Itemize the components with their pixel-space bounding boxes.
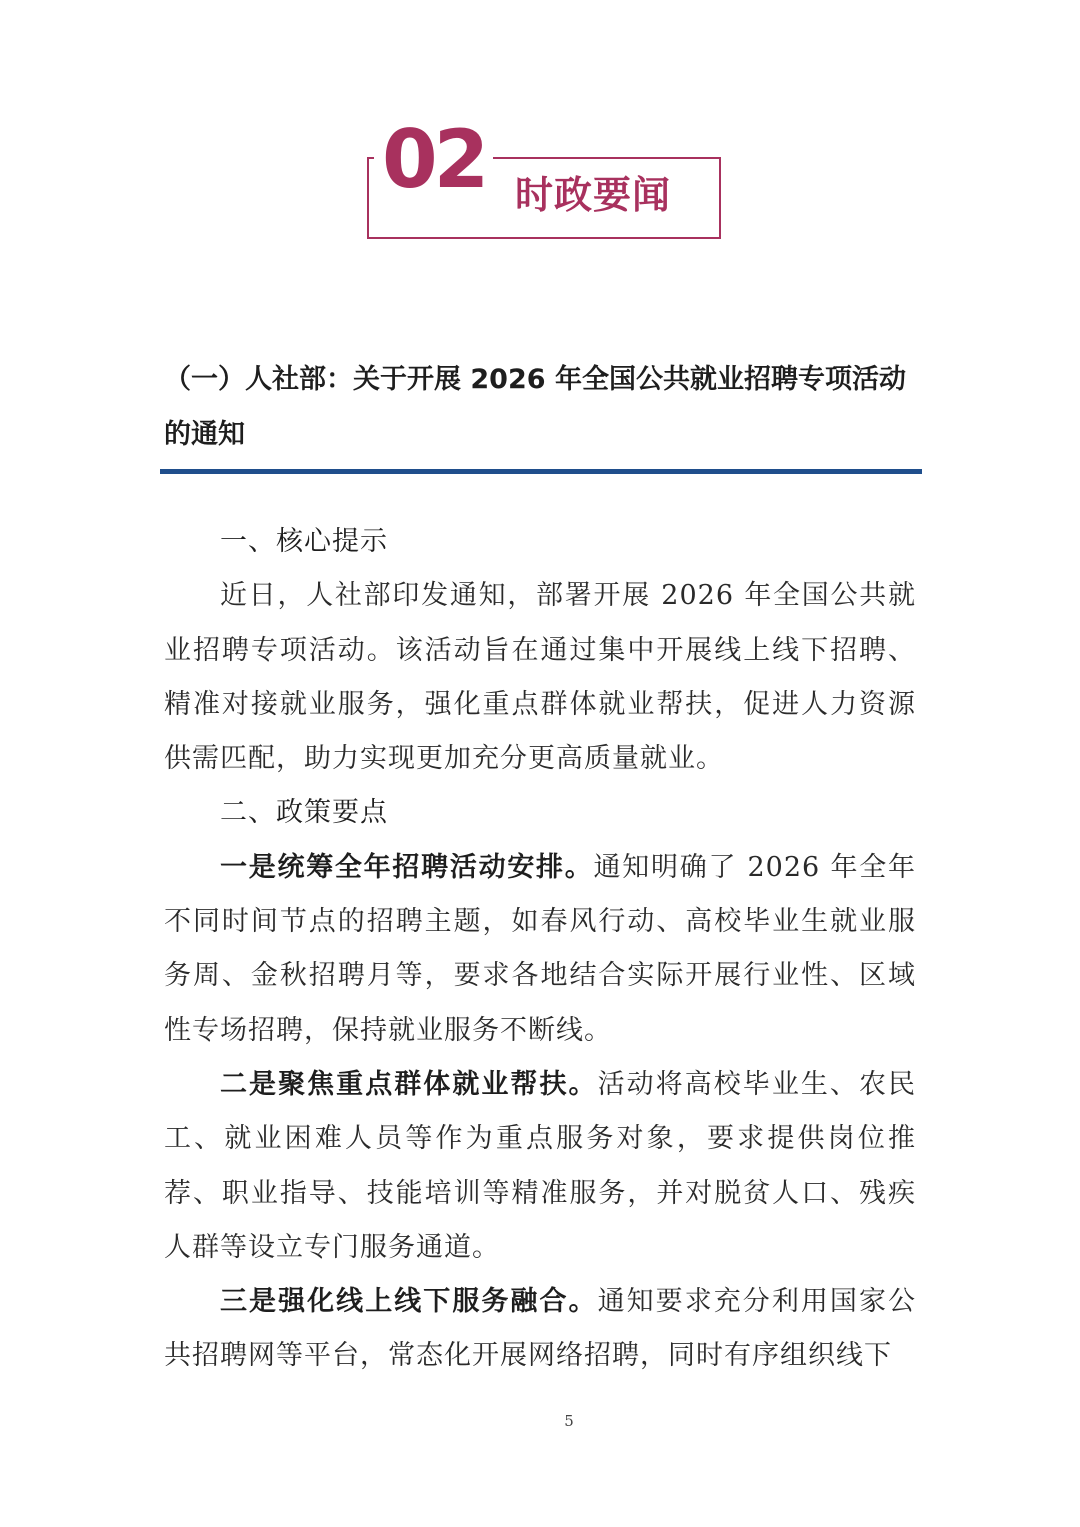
article-title: （一）人社部：关于开展 2026 年全国公共就业招聘专项活动的通知: [164, 364, 906, 450]
paragraph-text: 活动将高校毕业生、农民工、就业困难人员等作为重点服务对象，要求提供岗位推荐、职业指导、技能培训等精准服务，并对脱贫人口、残疾人群等设立专门服务通道。: [164, 1068, 917, 1263]
section-label: 时政要闻: [515, 172, 672, 217]
section-heading-policy: 二、政策要点: [220, 797, 388, 829]
paragraph-text: 通知要求充分利用国家公共招聘网等平台，常态化开展网络招聘，同时有序组织线下: [164, 1286, 917, 1372]
title-divider: [160, 469, 922, 474]
article-body: [164, 515, 916, 1384]
paragraph-lead: 三是强化线上线下服务融合。: [220, 1286, 598, 1318]
section-number: 02: [374, 112, 493, 208]
paragraph-text: 通知明确了 2026 年全年不同时间节点的招聘主题，如春风行动、高校毕业生就业服务周、金秋招聘月等，要求各地结合实际开展行业性、区域性专场招聘，保持就业服务不断线。: [164, 851, 916, 1046]
page-number: 5: [564, 1412, 574, 1430]
body-paragraph: [164, 1058, 916, 1275]
body-paragraph: [164, 1275, 916, 1384]
body-paragraph: [164, 841, 916, 1058]
body-paragraph: [164, 569, 916, 786]
paragraph-lead: 二是聚焦重点群体就业帮扶。: [220, 1068, 598, 1100]
paragraph-text: 近日，人社部印发通知，部署开展 2026 年全国公共就业招聘专项活动。该活动旨在通过集中开展线上线下招聘、精准对接就业服务，强化重点群体就业帮扶，促进人力资源供需匹配，助力实现更加充分更高质量就业。: [164, 580, 916, 775]
paragraph-lead: 一是统筹全年招聘活动安排。: [220, 851, 594, 883]
section-heading-core: 一、核心提示: [220, 526, 388, 557]
